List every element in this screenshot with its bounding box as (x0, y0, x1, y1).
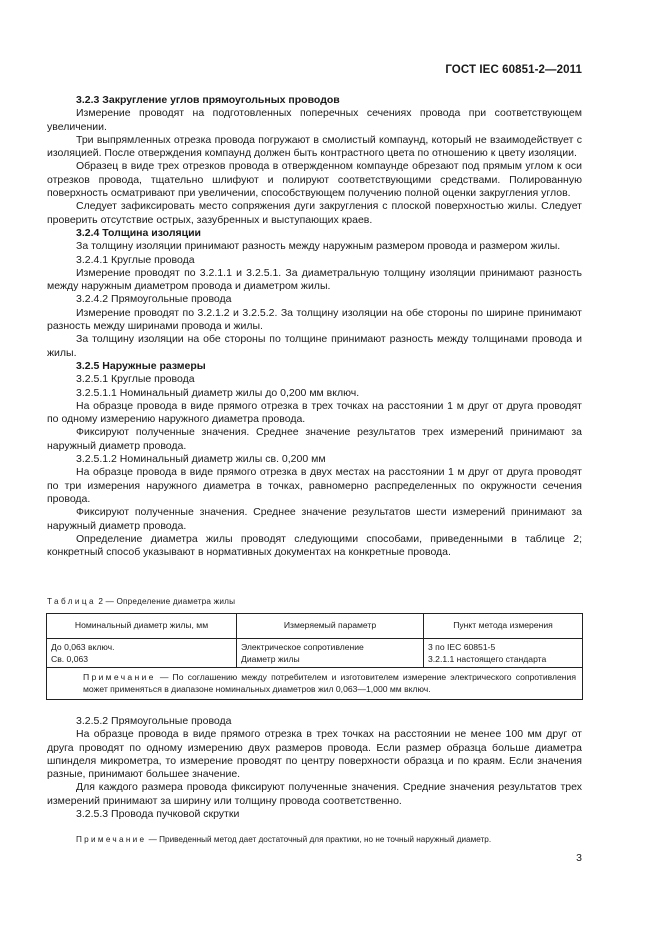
paragraph: Следует зафиксировать место сопряжения дуги закругления с плоской поверхностью жилы. Следует проверить отсутствие острых, зазубренных и выступающих краев. (47, 200, 582, 226)
paragraph: На образце провода в виде прямого отрезка в трех точках на расстоянии не менее 100 мм друг от друга проводят по одному измерению двух размеров провода. Если размер образца больше диаметра шпинделя микрометра, то измерение проводят по центру поверхности образца и по краям. Если значения разные, принимают большее значение. (47, 728, 582, 781)
paragraph: Для каждого размера провода фиксируют полученные значения. Средние значения результатов трех измерений принимают за ширину или толщину провода соответственно. (47, 781, 582, 807)
paragraph: За толщину изоляции принимают разность между наружным размером провода и размером жилы. (76, 240, 561, 253)
section-heading: 3.2.3 Закругление углов прямоугольных проводов (76, 94, 340, 106)
cell-line: 3 по IEC 60851-5 (428, 642, 496, 652)
table-caption (47, 597, 235, 606)
footnote-text: — Приведенный метод дает достаточный для практики, но не точный наружный диаметр. (146, 835, 492, 845)
subsection-heading: 3.2.5.1 Круглые провода (76, 373, 195, 386)
paragraph: Фиксируют полученные значения. Среднее значение результатов трех измерений принимают за наружный диаметр провода. (47, 426, 582, 452)
column-header: Пункт метода измерения (424, 614, 583, 639)
cell-line: 3.2.1.1 настоящего стандарта (428, 653, 547, 664)
table-cell (237, 639, 424, 668)
section-heading: 3.2.5 Наружные размеры (76, 359, 206, 372)
paragraph: За толщину изоляции на обе стороны по толщине принимают разность между толщинами провода и жилы. (47, 333, 582, 359)
subsection-heading: 3.2.5.2 Прямоугольные провода (76, 715, 232, 727)
section-heading: 3.2.4 Толщина изоляции (76, 226, 201, 239)
subsection-heading: 3.2.5.3 Провода пучковой скрутки (76, 808, 240, 821)
subsection-heading: 3.2.4.1 Круглые провода (76, 253, 195, 266)
table-cell (424, 639, 583, 668)
paragraph: Измерение проводят по 3.2.1.2 и 3.2.5.2. За толщину изоляции на обе стороны по ширине принимают разность между ширинами провода и жилы. (47, 306, 582, 333)
core-diameter-table (46, 613, 583, 700)
paragraph: На образце провода в виде прямого отрезка в трех точках на расстоянии 1 м друг от друга проводят по одному измерению наружного диаметра провода. (47, 399, 582, 426)
page-number: 3 (576, 852, 582, 864)
table-note (47, 668, 583, 700)
footnote (47, 833, 582, 846)
paragraph: Измерение проводят по 3.2.1.1 и 3.2.5.1. За диаметральную толщину изоляции принимают разность между наружным диаметром провода и диаметром жилы. (47, 266, 582, 293)
subsection-heading: 3.2.5.1.2 Номинальный диаметр жилы св. 0,200 мм (76, 453, 326, 466)
cell-line: Электрическое сопротивление (241, 642, 364, 652)
paragraph: Определение диаметра жилы проводят следующими способами, приведенными в таблице 2; конкретный способ указывают в нормативных документах на конкретные провода. (47, 532, 582, 559)
table-cell (47, 639, 237, 668)
paragraph: Фиксируют полученные значения. Среднее значение результатов шести измерений принимают за наружный диаметр провода. (47, 506, 582, 532)
table-caption-word: Таблица (47, 597, 96, 606)
table-header-row (47, 614, 583, 639)
table-note-word: Примечание (83, 672, 156, 682)
paragraph: На образце провода в виде прямого отрезка в двух местах на расстоянии 1 м друг от друга проводят по три измерения наружного диаметра в точках, равномерно распределенных по окружности сечения провода. (47, 466, 582, 505)
paragraph: Образец в виде трех отрезков провода в отвержденном компаунде обрезают под прямым углом к оси отрезков провода, тщательно шлифуют и полируют соответствующими средствами. Полированную поверхность осматривают при увеличении, способствующем получению полной оценки закругления углов. (47, 160, 582, 200)
body-text-top (47, 94, 582, 559)
cell-line: Св. 0,063 (51, 653, 89, 664)
column-header: Измеряемый параметр (237, 614, 424, 639)
document-header: ГОСТ IEC 60851-2—2011 (445, 64, 582, 76)
paragraph: Три выпрямленных отрезка провода погружают в смолистый компаунд, который не взаимодействует с изоляцией. После отверждения компаунд должен быть контрастного цвета по отношению к цвету изоляции. (47, 133, 582, 160)
table-note-row (47, 668, 583, 700)
table-note-text: — По соглашению между потребителем и изготовителем измерение электрического сопротивления может применяться в диапазоне номинальных диаметров жил 0,063—1,000 мм включ. (83, 672, 576, 694)
subsection-heading: 3.2.4.2 Прямоугольные провода (76, 293, 232, 306)
table-row (47, 639, 583, 668)
cell-line: Диаметр жилы (241, 653, 300, 664)
paragraph: Измерение проводят на подготовленных поперечных сечениях провода при соответствующем увеличении. (47, 107, 582, 133)
body-text-bottom (47, 715, 582, 847)
subsection-heading: 3.2.5.1.1 Номинальный диаметр жилы до 0,200 мм включ. (76, 386, 360, 399)
table-caption-text: 2 — Определение диаметра жилы (95, 597, 236, 606)
cell-line: До 0,063 включ. (51, 642, 115, 652)
footnote-word: Примечание (76, 835, 147, 845)
column-header: Номинальный диаметр жилы, мм (47, 614, 237, 639)
